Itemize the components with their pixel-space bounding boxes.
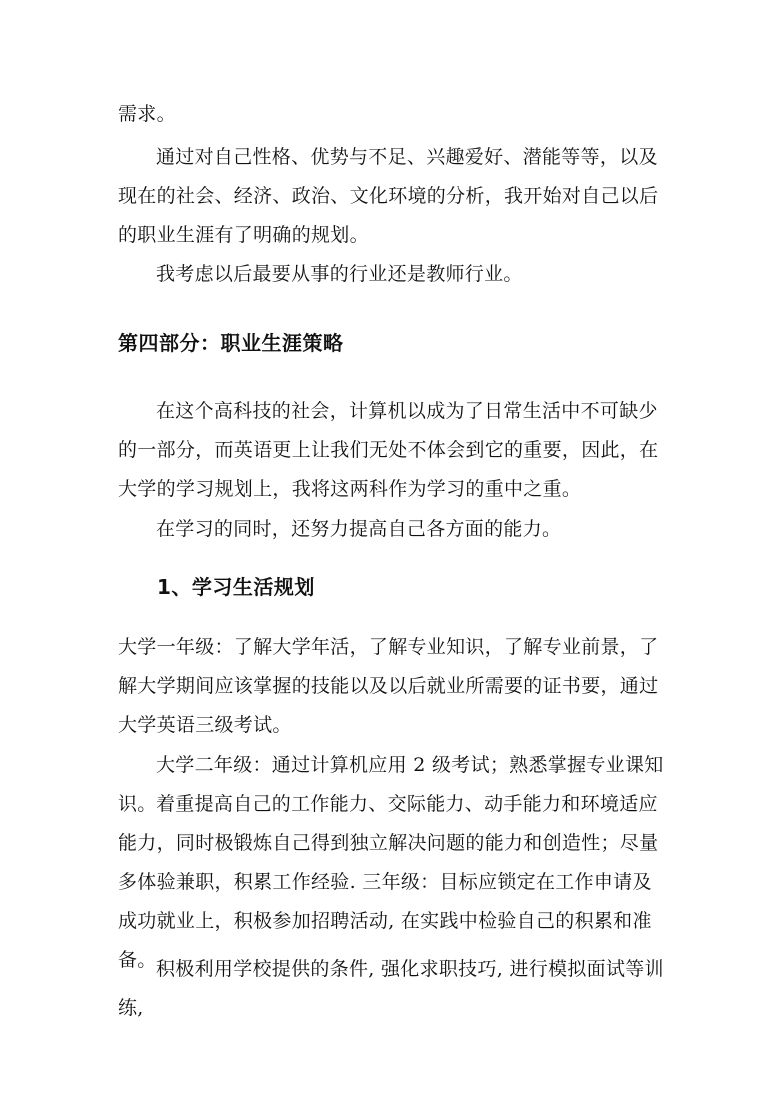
paragraph-year-two: 大学二年级：通过计算机应用 2 级考试；熟悉掌握专业课知识。 [118, 754, 664, 815]
paragraph-self-analysis: 通过对自己性格、优势与不足、兴趣爱好、潜能等等，以及现在的社会、经济、政治、文化环境的分析，我开始对自己以后的职业生涯有了明确的规划。 [118, 146, 659, 246]
section-heading-part4: 第四部分：职业生涯策略 [118, 331, 344, 355]
paragraph-ability: 在学习的同时，还努力提高自己各方面的能力。 [156, 518, 562, 540]
subsection-heading-study-plan: 1、学习生活规划 [157, 575, 315, 599]
paragraph-study-focus: 在这个高科技的社会，计算机以成为了日常生活中不可缺少的一部分，而英语更上让我们无处不体会到它的重要，因此，在大学的学习规划上，我将这两科作为学习的重中之重。 [118, 400, 659, 500]
paragraph-job-skills: 积极利用学校提供的条件, 强化求职技巧, 进行模拟面试等训练, [118, 958, 664, 1019]
paragraph-career-choice: 我考虑以后最要从事的行业还是教师行业。 [156, 263, 523, 285]
paragraph-abilities-year-three: 着重提高自己的工作能力、交际能力、动手能力和环境适应能力，同时极锻炼自己得到独立解决问题的能力和创造性；尽量多体验兼职，积累工作经验. 三年级：目标应锁定在工作申请及成功就业上，积极参加招聘活动, 在实践中检验自己的积累和准备。 [118, 793, 659, 971]
paragraph-year-one: 大学一年级：了解大学年活，了解专业知识，了解专业前景，了解大学期间应该掌握的技能以及以后就业所需要的证书要，通过大学英语三级考试。 [118, 636, 659, 736]
paragraph-continuation: 需求。 [118, 103, 176, 125]
